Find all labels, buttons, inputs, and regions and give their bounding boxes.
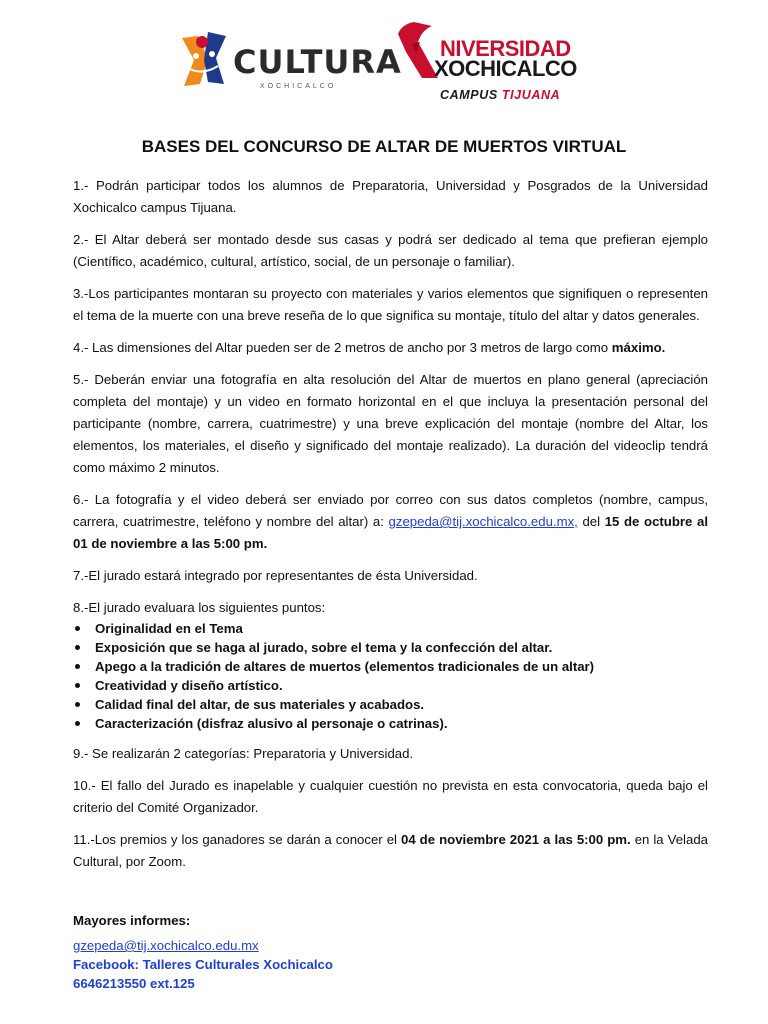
rules-body	[73, 175, 708, 883]
rule-6-dates: 15 de octubre al 01 de noviembre a las 5:00 pm.	[73, 514, 708, 551]
rule-4-text: 4.- Las dimensiones del Altar pueden ser de 2 metros de ancho por 3 metros de largo como	[73, 340, 612, 355]
rule-2: 2.- El Altar deberá ser montado desde sus casas y podrá ser dedicado al tema que prefieran ejemplo (Científico, académico, cultural, artístico, social, de un personaje o familiar).	[73, 232, 708, 269]
cultura-subtitle: XOCHICALCO	[260, 83, 337, 90]
rule-9: 9.- Se realizarán 2 categorías: Preparatoria y Universidad.	[73, 746, 414, 761]
contact-email-link[interactable]: gzepeda@tij.xochicalco.edu.mx,	[388, 514, 578, 529]
facebook-label: Facebook: Talleres Culturales Xochicalco	[73, 957, 333, 972]
rule-11-text: 11.-Los premios y los ganadores se darán a conocer el	[73, 832, 401, 847]
rule-11-date: 04 de noviembre 2021 a las 5:00 pm.	[401, 832, 631, 847]
rule-11	[73, 829, 708, 873]
criteria-item: Apego a la tradición de altares de muertos (elementos tradicionales de un altar)	[95, 657, 708, 676]
contact-heading: Mayores informes:	[73, 913, 191, 928]
cultura-logo	[178, 28, 402, 100]
rule-10: 10.- El fallo del Jurado es inapelable y cualquier cuestión no prevista en esta convocatoria, queda bajo el criterio del Comité Organizador.	[73, 778, 708, 815]
cultura-emblem-icon	[178, 28, 230, 90]
rule-6-mid: del	[577, 514, 605, 529]
rule-7: 7.-El jurado estará integrado por representantes de ésta Universidad.	[73, 568, 478, 583]
universidad-logo	[390, 20, 590, 106]
contact-info	[73, 911, 708, 993]
criteria-item: Creatividad y diseño artístico.	[95, 676, 708, 695]
campus-city: TIJUANA	[501, 88, 561, 102]
rule-4-bold: máximo.	[611, 340, 666, 355]
phone-number: 6646213550 ext.125	[73, 976, 195, 991]
rule-3: 3.-Los participantes montaran su proyecto con materiales y varios elementos que signifiquen o representen el tema de la muerte con una breve reseña de lo que significa su montaje, título del altar y datos generales.	[73, 286, 708, 323]
rule-11-end: en la Velada Cultural, por Zoom.	[73, 832, 708, 869]
footer-email-link[interactable]: gzepeda@tij.xochicalco.edu.mx	[73, 938, 259, 953]
rule-8: 8.-El jurado evaluara los siguientes puntos:	[73, 600, 326, 615]
xochicalco-wordmark: XOCHICALCO	[434, 56, 577, 81]
criteria-item: Calidad final del altar, de sus materiales y acabados.	[95, 695, 708, 714]
criteria-item: Caracterización (disfraz alusivo al personaje o catrinas).	[95, 714, 708, 733]
campus-prefix: CAMPUS	[440, 88, 498, 102]
rule-4	[73, 337, 708, 359]
criteria-item: Originalidad en el Tema	[95, 619, 708, 638]
rule-6-text: 6.- La fotografía y el video deberá ser enviado por correo con sus datos completos (nombre, campus, carrera, cuatrimestre, teléfono y nombre del altar) a:	[73, 492, 708, 529]
rule-1: 1.- Podrán participar todos los alumnos de Preparatoria, Universidad y Posgrados de la Universidad Xochicalco campus Tijuana.	[73, 178, 708, 215]
universidad-wordmark: NIVERSIDAD	[440, 36, 571, 61]
campus-label	[440, 88, 560, 102]
criteria-list	[73, 619, 708, 733]
criteria-item: Exposición que se haga al jurado, sobre el tema y la confección del altar.	[95, 638, 708, 657]
rule-6	[73, 489, 708, 555]
rule-5: 5.- Deberán enviar una fotografía en alta resolución del Altar de muertos en plano general (apreciación completa del montaje) y un video en formato horizontal en el que incluya la presentación personal del participante (nombre, carrera, cuatrimestre) y una breve explicación del montaje (nombre del Altar, los elementos, los materiales, el diseño y significado del montaje realizado). La duración del videoclip tendrá como máximo 2 minutos.	[73, 372, 708, 475]
page-title: BASES DEL CONCURSO DE ALTAR DE MUERTOS VIRTUAL	[141, 137, 627, 156]
cultura-wordmark: CULTURA	[233, 43, 402, 81]
header-logos	[0, 18, 768, 108]
